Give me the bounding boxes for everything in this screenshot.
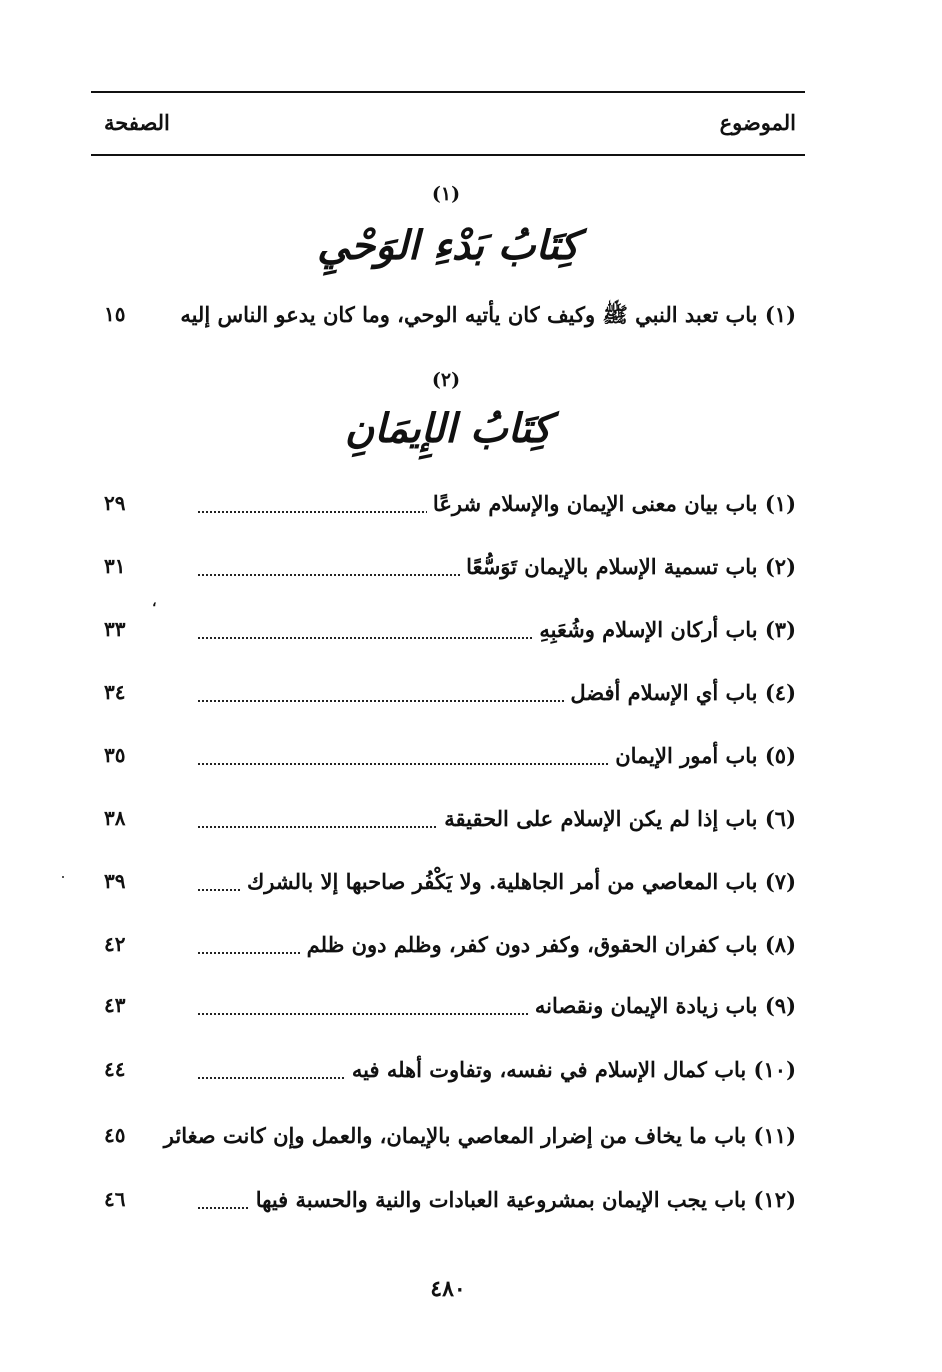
toc-entry[interactable] <box>0 680 942 710</box>
section-number: (١) <box>431 183 461 205</box>
page-column-heading: الصفحة <box>104 110 170 135</box>
toc-entry[interactable] <box>0 491 942 521</box>
entry-page-number: ٣٤ <box>104 680 126 704</box>
toc-entry[interactable] <box>0 554 942 584</box>
entry-page-number: ٣٩ <box>104 869 126 893</box>
toc-entry[interactable] <box>0 806 942 836</box>
entry-page-number: ٣١ <box>104 554 126 578</box>
entry-title: (٣) باب أركان الإسلام وشُعَبِهِ <box>533 617 796 642</box>
toc-entry[interactable] <box>0 932 942 962</box>
stray-mark: ، <box>152 594 157 610</box>
page-folio-number: ٤٨٠ <box>430 1276 466 1302</box>
entry-page-number: ٤٦ <box>104 1187 126 1211</box>
toc-entry[interactable] <box>0 743 942 773</box>
entry-title: (٧) باب المعاصي من أمر الجاهلية. ولا يَكْفُر صاحبها إلا بالشرك <box>241 869 796 894</box>
header-bottom-rule <box>91 154 805 156</box>
entry-title: (٦) باب إذا لم يكن الإسلام على الحقيقة <box>438 806 796 831</box>
section-number: (٢) <box>431 369 461 391</box>
entry-page-number: ٣٨ <box>104 806 126 830</box>
toc-entry[interactable] <box>0 1057 942 1087</box>
toc-entry[interactable] <box>0 1187 942 1217</box>
book-title-calligraphy: كِتَابُ الإِيمَانِ <box>344 405 552 452</box>
entry-title: (٨) باب كفران الحقوق، وكفر دون كفر، وظلم دون ظلم <box>301 932 796 957</box>
entry-page-number: ٣٥ <box>104 743 126 767</box>
entry-title: (٢) باب تسمية الإسلام بالإيمان تَوَسُّعًا <box>460 554 796 579</box>
entry-title: (١٠) باب كمال الإسلام في نفسه، وتفاوت أهله فيه <box>346 1057 796 1082</box>
entry-title: (٥) باب أمور الإيمان <box>609 743 796 768</box>
entry-title: (١) باب بيان معنى الإيمان والإسلام شرعًا <box>427 491 796 516</box>
entry-page-number: ٤٥ <box>104 1123 126 1147</box>
entry-title: (١١) باب ما يخاف من إضرار المعاصي بالإيمان، والعمل وإن كانت صغائر <box>158 1123 796 1148</box>
toc-entry[interactable] <box>0 993 942 1023</box>
entry-title: (١) باب تعبد النبي ﷺ وكيف كان يأتيه الوحي، وما كان يدعو الناس إليه <box>174 302 796 333</box>
entry-title: (٤) باب أي الإسلام أفضل <box>564 680 796 705</box>
entry-page-number: ٤٣ <box>104 993 126 1017</box>
book-title-calligraphy: كِتَابُ بَدْءِ الوَحْيِ <box>317 222 579 269</box>
header-top-rule <box>91 91 805 93</box>
entry-title: (٩) باب زيادة الإيمان ونقصانه <box>529 993 796 1018</box>
entry-page-number: ٤٢ <box>104 932 126 956</box>
entry-page-number: ٢٩ <box>104 491 126 515</box>
entry-page-number: ٣٣ <box>104 617 126 641</box>
topic-column-heading: الموضوع <box>719 110 796 135</box>
toc-entry[interactable] <box>0 869 942 899</box>
entry-page-number: ٤٤ <box>104 1057 126 1081</box>
toc-entry[interactable] <box>0 1123 942 1153</box>
entry-page-number: ١٥ <box>104 302 126 326</box>
entry-title: (١٢) باب يجب الإيمان بمشروعية العبادات والنية والحسبة فيها <box>250 1187 796 1212</box>
toc-entry[interactable] <box>0 302 942 332</box>
toc-entry[interactable] <box>0 617 942 647</box>
